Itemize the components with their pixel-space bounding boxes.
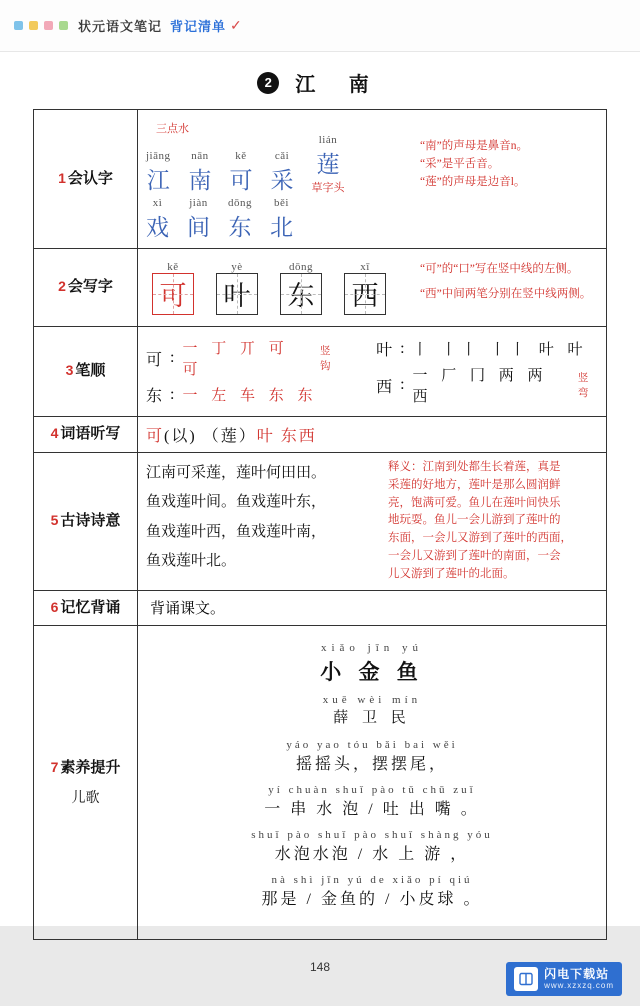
meaning-line: 儿又游到了莲叶的北面。 [388,567,515,580]
hanzi: 采 [270,168,294,193]
meaning-line: 采莲的好地方，莲叶是那么圆润鲜 [388,478,561,491]
song-line: 那是 / 金鱼的 / 小皮球 。 [261,891,483,909]
dictation-part: 东西 [274,428,317,445]
brand-highlight: 背记清单 [170,19,227,34]
char-box-group [344,261,386,315]
char-group [187,197,210,242]
hanzi: 东 [228,215,252,240]
hanzi: 西 [351,281,379,311]
hanzi: 可 [159,281,187,311]
char-box-group [216,261,258,315]
author-pinyin: xuē wèi mín [322,694,422,707]
row-label-dictation [34,417,138,453]
hanzi: 北 [270,215,293,240]
row-content-literacy [138,626,607,940]
page-title [0,68,640,97]
dictation-part: 叶 [256,428,275,445]
row-content-poem-meaning [138,453,607,591]
meaning-line: 一会儿又游到了莲叶的南面，一会 [388,550,561,563]
dictation-part: (以) [164,428,197,445]
char-group [270,197,293,242]
writing-box [216,273,258,315]
hanzi: 戏 [146,215,169,240]
pinyin: kě [167,260,179,273]
recite-text: 背诵课文。 [150,601,226,618]
meaning-line: 东面，一会儿又游到了莲叶的西面， [388,532,572,545]
song-line: 一 串 水 泡 / 吐 出 嘴 。 [264,801,480,819]
hanzi: 东 [146,388,163,405]
meaning-line: 亮，饱满可爱。鱼儿在莲叶间快乐 [388,496,561,509]
row-index: 4 [50,425,59,442]
row-index: 1 [58,169,66,186]
stroke-line: 叶 : 丨 丨丨 丨丨 叶 叶 [376,337,598,360]
stroke-sequence: 一 左 车 东 东 [182,388,318,404]
brand-title: 状元语文笔记 [78,19,163,34]
hanzi: 叶 [223,281,251,311]
watermark-title: 闪电下载站 [544,966,610,981]
row-content-recite [138,590,607,626]
table-row [34,417,607,453]
dictation-part: （莲） [196,428,257,445]
pinyin: kě [235,150,247,162]
dot-icon [29,21,38,30]
stroke-sequence: 一 厂 冂 两 两 西 [412,368,548,405]
dictation-part: 可 [146,428,165,445]
pinyin: běi [274,197,289,209]
hanzi: 南 [188,168,212,193]
song-title: 小 金 鱼 [320,660,424,685]
song-line-pinyin: nà shì jīn yú de xiǎo pí qiú [271,874,473,887]
row-content-strokeorder [138,327,607,417]
char-box-group [280,261,322,315]
row-label-recognize [34,110,138,249]
char-group [146,197,169,242]
pinyin: dōng [228,197,252,209]
note-line: “西”中间两笔分别在竖中线两侧。 [420,288,592,301]
pinyin: xì [152,197,163,209]
row-label-write [34,249,138,327]
song-title-pinyin: xiǎo jīn yú [320,642,424,655]
hanzi: 叶 [376,342,393,359]
hanzi: 可 [229,168,253,193]
row-label-text: 素养提升 [60,758,121,776]
lesson-name: 江 南 [295,74,383,96]
table-row [34,110,607,249]
char-group [271,150,294,195]
note-line: “采”是平舌音。 [420,157,500,170]
row-label-strokeorder [34,327,138,417]
row-label-text: 会认字 [67,169,113,187]
row-label-text: 词语听写 [60,425,121,443]
row-content-dictation [138,417,607,453]
row-label-text: 会写字 [67,278,113,296]
row-index: 3 [65,362,74,379]
hanzi: 间 [187,215,210,240]
page-footer [0,940,640,1006]
row-index: 2 [58,278,66,295]
hanzi: 可 [146,351,163,369]
watermark [506,962,622,996]
note-line: “可”的“口”写在竖中线的左侧。 [420,262,579,275]
row-label-text: 笔顺 [75,362,106,380]
stroke-sequence: 丨 丨丨 丨丨 叶 叶 [412,342,588,358]
row-label-poem-meaning [34,453,138,591]
book-icon [514,967,538,991]
row-label-literacy [34,626,138,940]
table-row [34,249,607,327]
check-icon: ✓ [230,17,242,33]
hanzi: 江 [146,168,170,193]
table-row [34,626,607,940]
dot-icon [14,21,23,30]
poem-line: 鱼戏莲叶北。 [146,552,237,569]
pinyin: nān [191,150,209,162]
stroke-line: 西 : 一 厂 冂 两 两 西 竖弯 [376,364,598,406]
row-index: 7 [50,758,59,775]
pinyin: jiàn [189,197,208,209]
row-content-recognize [138,110,607,249]
pinyin: cǎi [274,150,290,162]
song-line-pinyin: yí chuàn shuǐ pào tǔ chū zuǐ [268,784,476,797]
char-group [146,150,171,195]
song-line-pinyin: shuǐ pào shuǐ pào shuǐ shàng yóu [251,829,493,842]
annotation-caozitou: 草字头 [311,182,345,194]
row-label-text: 记忆背诵 [60,598,121,616]
pinyin: dōng [289,260,313,273]
poem-line: 鱼戏莲叶西，鱼戏莲叶南， [146,523,327,540]
row-label-text: 古诗诗意 [60,512,121,530]
song-line-pinyin: yáo yao tóu bǎi bai wěi [286,739,458,752]
hanzi: 莲 [316,152,340,177]
writing-box [152,273,194,315]
row-label-recite [34,590,138,626]
char-box-group [152,261,194,315]
pinyin: yè [231,260,243,273]
row-content-write [138,249,607,327]
pinyin: xī [360,260,370,273]
stroke-line: 东 : 一 左 车 东 东 [146,383,340,406]
meaning-line: 地玩耍。鱼儿一会儿游到了莲叶的 [388,514,561,527]
note-line: “南”的声母是鼻音n。 [420,140,528,152]
watermark-sub: www.xzxzq.com [544,981,614,991]
table-row [34,327,607,417]
table-row [34,453,607,591]
pinyin: jiāng [146,150,171,162]
writing-box [280,273,322,315]
note-line: “莲”的声母是边音l。 [420,175,526,188]
pinyin: lián [318,134,338,146]
stroke-sequence: 一 丁 丌 可 可 [182,341,289,378]
notes-table [33,109,607,940]
stroke-note: 竖弯 [577,373,589,399]
stroke-note: 竖钩 [319,346,331,372]
char-group [228,197,252,242]
page-number: 148 [309,960,331,975]
meaning-line: 释义：江南到处都生长着莲，真是 [388,461,561,473]
song-line: 摇摇头，摆摆尾， [295,756,448,774]
app-header [0,0,640,52]
table-row [34,590,607,626]
annotation-sandianshui: 三点水 [156,123,189,135]
poem-line: 鱼戏莲叶间。鱼戏莲叶东， [146,494,327,511]
row-index: 5 [50,512,59,529]
row-index: 6 [50,598,59,615]
song-line: 水泡水泡 / 水 上 游 ， [274,846,470,864]
row-sublabel: 儿歌 [71,789,100,806]
char-group [312,134,345,195]
dot-icon [59,21,68,30]
logo-dots [14,21,68,30]
stroke-line: 可 : 一 丁 丌 可 可 竖钩 [146,337,340,379]
writing-box [344,273,386,315]
dot-icon [44,21,53,30]
hanzi: 东 [287,281,315,311]
hanzi: 西 [376,378,393,396]
lesson-number: 2 [257,72,279,94]
char-group [189,150,212,195]
poem-line: 江南可采莲，莲叶何田田。 [146,465,327,481]
char-group [230,150,253,195]
author-name: 薛 卫 民 [333,710,411,727]
